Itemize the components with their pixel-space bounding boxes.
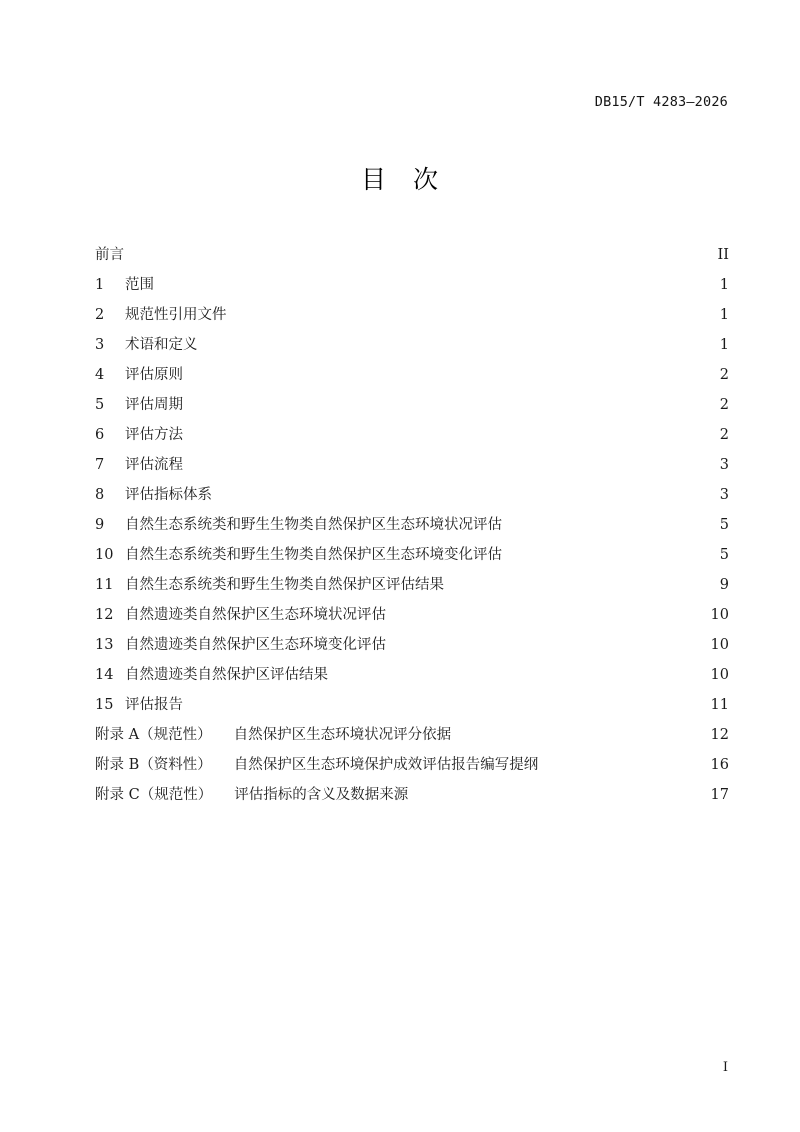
toc-entry-number: 附录 A（规范性） <box>95 727 212 743</box>
toc-entry-leader-dots <box>126 245 700 260</box>
toc-entry-page-number: 1 <box>719 307 729 323</box>
toc-entry-leader-dots <box>214 485 700 500</box>
toc-entry[interactable] <box>95 510 729 540</box>
toc-entry[interactable] <box>95 540 729 570</box>
toc-entry-label: 前言 <box>95 247 124 263</box>
toc-entry-label: 自然遗迹类自然保护区生态环境变化评估 <box>125 637 386 653</box>
toc-entry-leader-dots <box>156 275 700 290</box>
toc-entry-label: 自然遗迹类自然保护区评估结果 <box>125 667 328 683</box>
toc-entry[interactable] <box>95 630 729 660</box>
toc-entry-label: 自然生态系统类和野生生物类自然保护区生态环境状况评估 <box>125 517 502 533</box>
table-of-contents <box>95 240 729 810</box>
toc-entry-label: 范围 <box>125 277 154 293</box>
page-title-char-2: 次 <box>413 165 440 194</box>
toc-entry-leader-dots <box>410 785 700 800</box>
toc-entry-label: 评估指标体系 <box>125 487 212 503</box>
toc-entry-page-number: 5 <box>719 517 729 533</box>
toc-entry-number: 11 <box>95 577 114 593</box>
toc-entry[interactable] <box>95 600 729 630</box>
toc-entry-leader-dots <box>388 635 700 650</box>
toc-entry[interactable] <box>95 330 729 360</box>
toc-entry-page-number: 2 <box>719 367 729 383</box>
toc-entry-number: 15 <box>95 697 114 713</box>
toc-entry-label: 自然生态系统类和野生生物类自然保护区生态环境变化评估 <box>125 547 502 563</box>
toc-entry-page-number: 5 <box>719 547 729 563</box>
page-title <box>0 160 800 196</box>
toc-entry-leader-dots <box>185 425 700 440</box>
running-header-standard-code: DB15/T 4283—2026 <box>594 94 728 110</box>
toc-entry-page-number: 1 <box>719 337 729 353</box>
toc-entry-number: 6 <box>95 427 105 443</box>
toc-entry-leader-dots <box>185 365 700 380</box>
toc-entry-leader-dots <box>453 725 700 740</box>
toc-entry-label: 规范性引用文件 <box>125 307 227 323</box>
page-footer-number: I <box>722 1060 728 1075</box>
toc-entry-label: 评估指标的含义及数据来源 <box>234 787 409 803</box>
toc-entry-label: 自然保护区生态环境状况评分依据 <box>233 727 452 743</box>
toc-entry-label: 评估方法 <box>125 427 183 443</box>
toc-entry-leader-dots <box>540 755 700 770</box>
toc-entry-page-number: 3 <box>719 457 729 473</box>
toc-entry[interactable] <box>95 780 729 810</box>
toc-entry-leader-dots <box>504 515 700 530</box>
toc-entry-page-number: 10 <box>710 667 729 683</box>
toc-entry-number: 10 <box>95 547 114 563</box>
toc-entry-number: 1 <box>95 277 105 293</box>
toc-entry-label: 评估周期 <box>125 397 183 413</box>
page-title-char-1: 目 <box>360 165 387 194</box>
toc-entry-page-number: 12 <box>710 727 729 743</box>
toc-entry-page-number: 10 <box>710 607 729 623</box>
toc-entry-number: 2 <box>95 307 105 323</box>
toc-entry-label: 评估原则 <box>125 367 183 383</box>
toc-entry-number: 12 <box>95 607 114 623</box>
toc-entry-leader-dots <box>446 575 700 590</box>
toc-entry-number: 7 <box>95 457 105 473</box>
toc-entry-page-number: 17 <box>710 787 729 803</box>
toc-entry[interactable] <box>95 360 729 390</box>
toc-entry[interactable] <box>95 300 729 330</box>
toc-entry[interactable] <box>95 450 729 480</box>
toc-entry-page-number: II <box>717 247 729 263</box>
toc-entry-leader-dots <box>185 695 700 710</box>
toc-entry-label: 评估流程 <box>125 457 183 473</box>
toc-entry-label: 评估报告 <box>125 697 183 713</box>
toc-entry-page-number: 16 <box>710 757 729 773</box>
toc-entry-number: 4 <box>95 367 105 383</box>
toc-entry-leader-dots <box>185 455 700 470</box>
toc-entry-page-number: 9 <box>719 577 729 593</box>
toc-entry-number: 8 <box>95 487 105 503</box>
toc-entry-page-number: 11 <box>710 697 729 713</box>
toc-entry[interactable] <box>95 570 729 600</box>
toc-entry-label: 术语和定义 <box>125 337 198 353</box>
toc-entry[interactable] <box>95 270 729 300</box>
toc-entry-leader-dots <box>185 395 700 410</box>
toc-entry[interactable] <box>95 690 729 720</box>
toc-entry-page-number: 1 <box>719 277 729 293</box>
toc-entry[interactable] <box>95 660 729 690</box>
toc-entry-leader-dots <box>504 545 700 560</box>
toc-entry-number: 5 <box>95 397 105 413</box>
toc-entry-number: 附录 C（规范性） <box>95 787 213 803</box>
toc-entry-page-number: 3 <box>719 487 729 503</box>
toc-entry-label: 自然遗迹类自然保护区生态环境状况评估 <box>125 607 386 623</box>
toc-entry[interactable] <box>95 750 729 780</box>
toc-entry-leader-dots <box>388 605 700 620</box>
toc-entry-page-number: 10 <box>710 637 729 653</box>
toc-entry[interactable] <box>95 720 729 750</box>
toc-entry[interactable] <box>95 390 729 420</box>
toc-entry-leader-dots <box>229 305 701 320</box>
toc-entry-number: 13 <box>95 637 114 653</box>
toc-entry-number: 9 <box>95 517 105 533</box>
toc-entry[interactable] <box>95 480 729 510</box>
toc-entry-label: 自然保护区生态环境保护成效评估报告编写提纲 <box>233 757 539 773</box>
toc-entry-number: 14 <box>95 667 114 683</box>
toc-entry[interactable] <box>95 420 729 450</box>
toc-entry-page-number: 2 <box>719 427 729 443</box>
toc-entry-page-number: 2 <box>719 397 729 413</box>
toc-entry-number: 3 <box>95 337 105 353</box>
toc-entry[interactable] <box>95 240 729 270</box>
toc-entry-label: 自然生态系统类和野生生物类自然保护区评估结果 <box>125 577 444 593</box>
toc-entry-leader-dots <box>200 335 701 350</box>
toc-entry-leader-dots <box>330 665 700 680</box>
toc-entry-number: 附录 B（资料性） <box>95 757 212 773</box>
